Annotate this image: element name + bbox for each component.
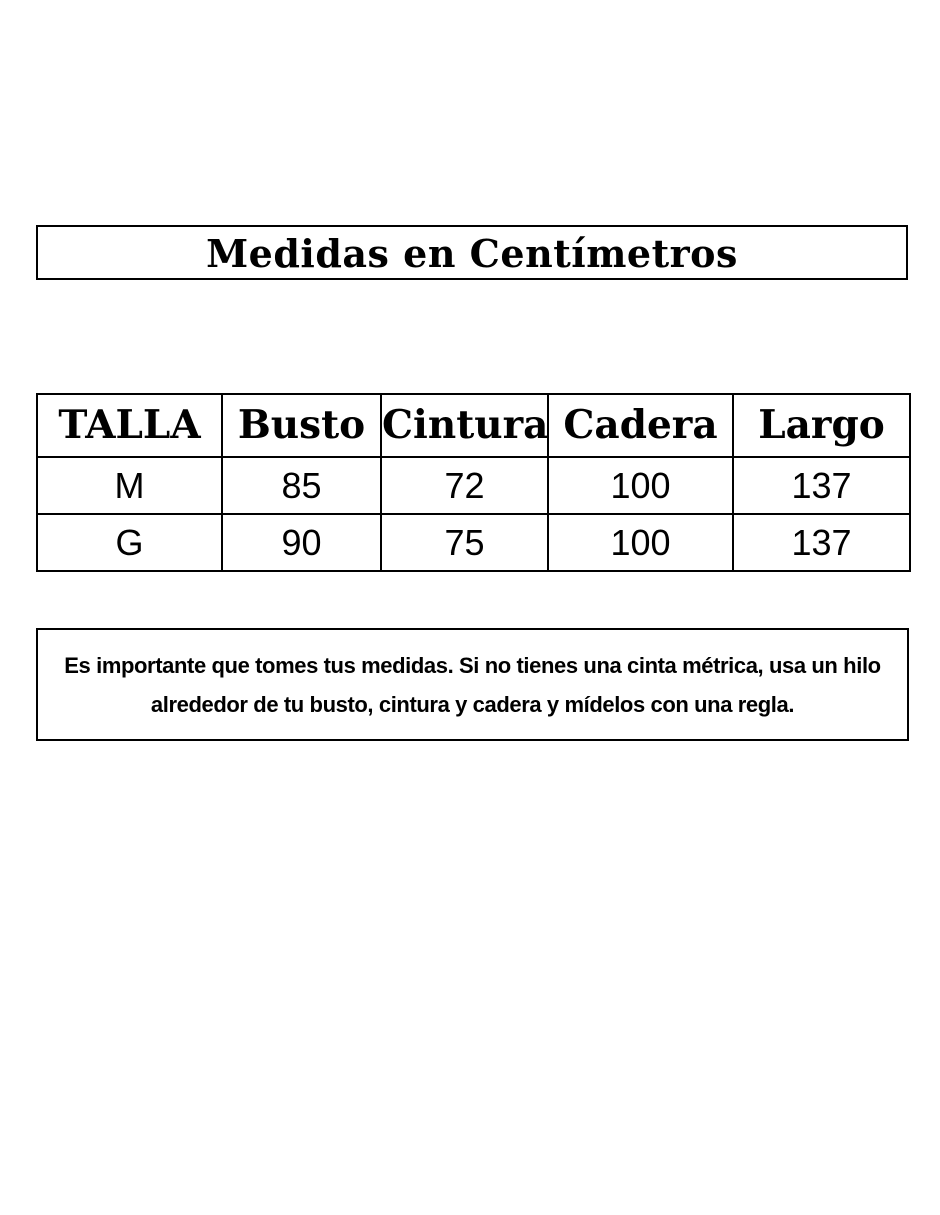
note-line-2: alrededor de tu busto, cintura y cadera y mídelos con una regla.	[150, 691, 795, 717]
cell-largo: 137	[733, 457, 910, 514]
cell-cadera: 100	[548, 457, 733, 514]
header-cadera: Cadera	[548, 394, 733, 457]
measurement-note	[64, 646, 880, 724]
header-largo: Largo	[733, 394, 910, 457]
header-busto: Busto	[222, 394, 381, 457]
page-title: Medidas en Centímetros	[206, 230, 738, 276]
cell-cintura: 72	[381, 457, 548, 514]
cell-largo: 137	[733, 514, 910, 571]
title-box	[36, 225, 908, 280]
table-header-row	[37, 394, 910, 457]
table-row	[37, 514, 910, 571]
size-table	[36, 393, 911, 572]
cell-busto: 90	[222, 514, 381, 571]
cell-cintura: 75	[381, 514, 548, 571]
table-row	[37, 457, 910, 514]
header-cintura: Cintura	[381, 394, 548, 457]
cell-talla: G	[37, 514, 222, 571]
cell-talla: M	[37, 457, 222, 514]
cell-busto: 85	[222, 457, 381, 514]
cell-cadera: 100	[548, 514, 733, 571]
note-box	[36, 628, 909, 741]
header-talla: TALLA	[37, 394, 222, 457]
note-line-1: Es importante que tomes tus medidas. Si no tienes una cinta métrica, usa un hilo	[64, 652, 881, 678]
